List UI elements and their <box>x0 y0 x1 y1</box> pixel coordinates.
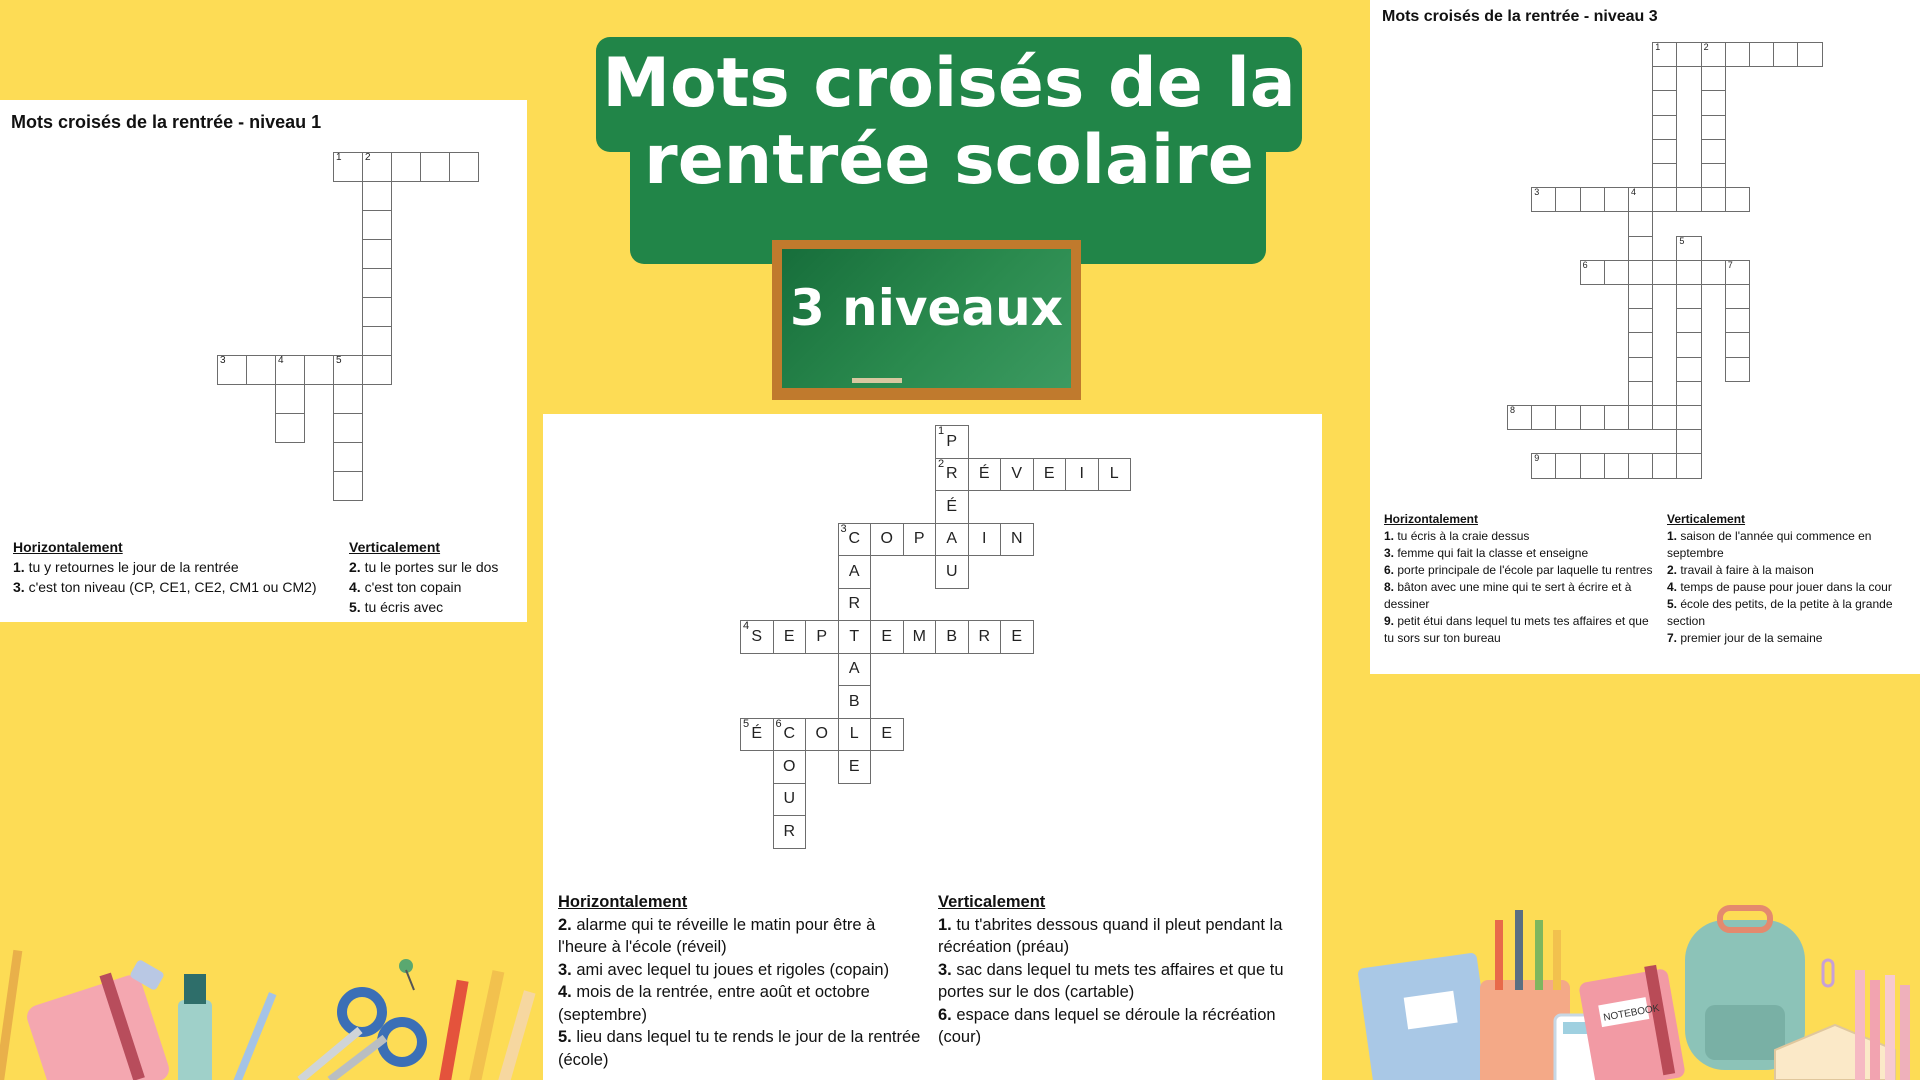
niveau2-cell[interactable] <box>805 620 839 654</box>
niveau1-panel <box>0 100 527 622</box>
niveau2-vertical-clue <box>938 1004 1318 1049</box>
niveau3-clue-number: 3 <box>1534 187 1540 198</box>
niveau2-letter: É <box>751 725 763 743</box>
niveau2-cell[interactable] <box>838 620 872 654</box>
niveau3-cell[interactable] <box>1652 453 1677 478</box>
chalkboard <box>772 240 1081 400</box>
niveau3-panel <box>1370 0 1920 674</box>
niveau3-cell[interactable] <box>1652 405 1677 430</box>
niveau2-letter: P <box>816 627 828 645</box>
niveau3-cell[interactable] <box>1652 90 1677 115</box>
niveau1-cell[interactable] <box>362 210 392 240</box>
niveau2-vertical-clue <box>938 914 1318 959</box>
niveau2-letter: O <box>880 530 893 548</box>
niveau3-horizontal-clue-text: porte principale de l'école par laquelle tu rentres <box>1394 563 1653 577</box>
notebook-icon <box>1578 965 1686 1080</box>
niveau1-vertical <box>349 537 529 617</box>
niveau3-cell[interactable] <box>1676 332 1701 357</box>
niveau2-clue-number: 6 <box>775 717 782 730</box>
niveau3-cell[interactable] <box>1531 405 1556 430</box>
niveau2-letter: E <box>881 725 893 743</box>
niveau3-cell[interactable] <box>1725 308 1750 333</box>
niveau3-cell[interactable] <box>1628 381 1653 406</box>
page-title <box>596 45 1302 199</box>
niveau2-cell[interactable] <box>838 555 872 589</box>
niveau2-cell[interactable] <box>870 523 904 557</box>
niveau2-vertical-clue-number: 6. <box>938 1005 952 1024</box>
niveau2-horizontal-clue <box>558 1026 928 1071</box>
niveau2-horizontal-clue-number: 3. <box>558 960 572 979</box>
niveau2-horizontal-clue <box>558 914 928 959</box>
niveau2-cell[interactable] <box>1000 523 1034 557</box>
niveau2-cell[interactable] <box>968 620 1002 654</box>
niveau2-horizontal-clue <box>558 981 928 1026</box>
niveau2-letter: S <box>751 627 763 645</box>
niveau3-horizontal-clue-text: bâton avec une mine qui te sert à écrire et à dessiner <box>1384 580 1632 611</box>
niveau3-vertical-clue <box>1667 630 1917 647</box>
niveau3-cell[interactable] <box>1676 284 1701 309</box>
niveau3-horizontal-clue-number: 8. <box>1384 580 1395 594</box>
niveau3-cell[interactable] <box>1676 308 1701 333</box>
niveau2-vertical-clue <box>938 959 1318 1004</box>
niveau3-cell[interactable] <box>1652 163 1677 188</box>
niveau1-horizontal-clue-number: 3. <box>13 579 25 595</box>
niveau3-clue-number: 9 <box>1534 453 1540 464</box>
niveau3-cell[interactable] <box>1604 453 1629 478</box>
niveau3-cell[interactable] <box>1725 357 1750 382</box>
niveau1-cell[interactable] <box>246 355 276 385</box>
niveau1-cell[interactable] <box>449 152 479 182</box>
niveau3-vertical-clue <box>1667 579 1917 596</box>
niveau3-cell[interactable] <box>1652 66 1677 91</box>
niveau3-horizontal-clue-text: petit étui dans lequel tu mets tes affaires et que tu sors sur ton bureau <box>1384 614 1649 645</box>
niveau3-cell[interactable] <box>1652 187 1677 212</box>
niveau3-cell[interactable] <box>1725 332 1750 357</box>
niveau2-vertical-clue-text: tu t'abrites dessous quand il pleut pendant la récréation (préau) <box>938 915 1283 956</box>
niveau2-horizontal-heading: Horizontalement <box>558 893 688 911</box>
niveau2-cell[interactable] <box>935 555 969 589</box>
scissors-icon <box>300 992 422 1080</box>
niveau1-horizontal-heading: Horizontalement <box>13 539 123 555</box>
niveau1-vertical-clue <box>349 597 529 617</box>
niveau2-horizontal <box>558 891 928 1071</box>
niveau3-vertical-clue-text: école des petits, de la petite à la grande section <box>1667 597 1893 628</box>
niveau1-cell[interactable] <box>333 355 363 385</box>
niveau2-horizontal-clue-number: 5. <box>558 1028 572 1046</box>
niveau3-cell[interactable] <box>1628 187 1653 212</box>
niveau3-cell[interactable] <box>1531 187 1556 212</box>
niveau3-horizontal-clue <box>1384 579 1658 613</box>
niveau1-cell[interactable] <box>333 471 363 501</box>
marker-icon <box>178 974 212 1080</box>
niveau3-cell[interactable] <box>1555 187 1580 212</box>
niveau1-cell[interactable] <box>420 152 450 182</box>
niveau3-horizontal-clue <box>1384 613 1658 647</box>
niveau2-letter: C <box>848 530 861 548</box>
niveau1-vertical-clue <box>349 557 529 577</box>
niveau2-letter: R <box>945 465 958 483</box>
niveau3-cell[interactable] <box>1701 163 1726 188</box>
niveau3-vertical-clue-text: temps de pause pour jouer dans la cour <box>1677 580 1892 594</box>
niveau2-horizontal-clue-number: 2. <box>558 915 572 934</box>
niveau2-cell[interactable] <box>935 523 969 557</box>
niveau1-cell[interactable] <box>333 152 363 182</box>
niveau3-cell[interactable] <box>1604 260 1629 285</box>
niveau2-letter: N <box>1010 530 1023 548</box>
niveau3-cell[interactable] <box>1628 260 1653 285</box>
niveau1-horizontal-clue <box>13 557 343 577</box>
pushpin-icon <box>399 959 414 990</box>
niveau2-letter: O <box>783 757 796 775</box>
niveau2-horizontal-clue <box>558 959 928 982</box>
niveau3-horizontal-clue <box>1384 545 1658 562</box>
niveau2-letter: T <box>849 627 860 645</box>
niveau2-cell[interactable] <box>870 718 904 752</box>
niveau2-cell[interactable] <box>1065 458 1099 492</box>
niveau2-cell[interactable] <box>935 425 969 459</box>
niveau3-vertical-clue-number: 5. <box>1667 597 1678 611</box>
niveau3-clue-number: 5 <box>1679 235 1685 246</box>
niveau3-vertical-clue-text: saison de l'année qui commence en septembre <box>1667 529 1872 560</box>
niveau2-horizontal-clue-text: ami avec lequel tu joues et rigoles (copain) <box>571 960 890 979</box>
niveau1-vertical-clue <box>349 577 529 597</box>
niveau3-cell[interactable] <box>1701 260 1726 285</box>
niveau3-horizontal <box>1384 511 1658 647</box>
niveau1-cell[interactable] <box>333 442 363 472</box>
niveau2-letter: E <box>881 627 893 645</box>
niveau3-cell[interactable] <box>1676 405 1701 430</box>
niveau3-clue-number: 6 <box>1582 259 1588 270</box>
niveau2-cell[interactable] <box>838 750 872 784</box>
niveau2-vertical-heading: Verticalement <box>938 893 1046 911</box>
niveau3-vertical-clue-number: 4. <box>1667 580 1678 594</box>
niveau3-cell[interactable] <box>1725 284 1750 309</box>
niveau2-letter: B <box>946 627 958 645</box>
niveau2-letter: I <box>982 530 987 548</box>
niveau1-cell[interactable] <box>275 413 305 443</box>
niveau2-panel <box>543 414 1322 1080</box>
niveau2-cell[interactable] <box>838 523 872 557</box>
niveau1-horizontal-clue-text: tu y retournes le jour de la rentrée <box>24 559 239 575</box>
niveau3-cell[interactable] <box>1555 453 1580 478</box>
niveau2-cell[interactable] <box>773 620 807 654</box>
niveau3-cell[interactable] <box>1580 405 1605 430</box>
niveau3-cell[interactable] <box>1628 211 1653 236</box>
niveau3-clue-number: 2 <box>1703 42 1709 52</box>
niveau3-cell[interactable] <box>1507 405 1532 430</box>
niveau2-horizontal-clue-text: alarme qui te réveille le matin pour être à l'heure à l'école (réveil) <box>558 915 876 956</box>
niveau3-cell[interactable] <box>1676 381 1701 406</box>
niveau2-letter: A <box>848 660 860 678</box>
school-supplies-right-decoration <box>1355 900 1920 1080</box>
niveau2-letter: A <box>946 530 958 548</box>
niveau3-cell[interactable] <box>1676 357 1701 382</box>
niveau2-letter: E <box>1011 627 1023 645</box>
niveau3-cell[interactable] <box>1701 42 1726 67</box>
niveau3-cell[interactable] <box>1676 187 1701 212</box>
niveau1-horizontal-clue-text: c'est ton niveau (CP, CE1, CE2, CM1 ou CM2) <box>24 579 317 595</box>
niveau3-horizontal-clue-number: 3. <box>1384 546 1395 560</box>
title-line-2: rentrée scolaire <box>644 121 1254 200</box>
niveau2-cell[interactable] <box>1098 458 1132 492</box>
niveau2-cell[interactable] <box>838 653 872 687</box>
niveau1-vertical-clue-number: 5. <box>349 599 361 615</box>
niveau1-clue-number: 1 <box>336 152 342 163</box>
niveau3-cell[interactable] <box>1628 405 1653 430</box>
niveau1-vertical-clue-number: 4. <box>349 579 361 595</box>
niveau3-cell[interactable] <box>1628 357 1653 382</box>
niveau2-letter: V <box>1011 465 1023 483</box>
niveau3-cell[interactable] <box>1676 260 1701 285</box>
niveau1-cell[interactable] <box>362 355 392 385</box>
niveau3-cell[interactable] <box>1531 453 1556 478</box>
niveau3-clue-number: 7 <box>1727 259 1733 270</box>
niveau3-vertical-clue-text: travail à faire à la maison <box>1677 563 1814 577</box>
niveau3-cell[interactable] <box>1676 453 1701 478</box>
niveau1-cell[interactable] <box>362 268 392 298</box>
niveau3-cell[interactable] <box>1628 332 1653 357</box>
niveau2-letter: P <box>946 432 958 450</box>
niveau1-cell[interactable] <box>362 326 392 356</box>
niveau2-horizontal-clue-number: 4. <box>558 983 572 1001</box>
niveau1-cell[interactable] <box>362 239 392 269</box>
niveau1-vertical-clue-text: c'est ton copain <box>360 579 462 595</box>
niveau2-cell[interactable] <box>935 458 969 492</box>
niveau3-cell[interactable] <box>1580 260 1605 285</box>
niveau3-cell[interactable] <box>1725 260 1750 285</box>
spiral-notebook-icon <box>1357 952 1494 1080</box>
niveau2-cell[interactable] <box>903 620 937 654</box>
pencil-icon <box>0 950 22 1080</box>
niveau3-cell[interactable] <box>1604 187 1629 212</box>
niveau2-clue-number: 5 <box>743 717 750 730</box>
niveau3-cell[interactable] <box>1628 453 1653 478</box>
niveau3-cell[interactable] <box>1797 42 1822 67</box>
subtitle: 3 niveaux <box>789 279 1064 337</box>
niveau2-horizontal-clue-text: mois de la rentrée, entre août et octobre (septembre) <box>558 983 870 1024</box>
niveau1-cell[interactable] <box>217 355 247 385</box>
niveau3-cell[interactable] <box>1749 42 1774 67</box>
niveau3-cell[interactable] <box>1701 139 1726 164</box>
niveau2-clue-number: 2 <box>938 457 945 470</box>
niveau2-letter: B <box>848 692 860 710</box>
niveau2-cell[interactable] <box>773 783 807 817</box>
niveau2-cell[interactable] <box>968 523 1002 557</box>
niveau3-cell[interactable] <box>1652 115 1677 140</box>
niveau2-cell[interactable] <box>903 523 937 557</box>
niveau3-title: Mots croisés de la rentrée - niveau 3 <box>1382 8 1658 25</box>
niveau3-cell[interactable] <box>1701 115 1726 140</box>
niveau3-vertical-clue-text: premier jour de la semaine <box>1677 631 1823 645</box>
niveau1-cell[interactable] <box>333 384 363 414</box>
chalk-eraser-icon <box>852 378 902 383</box>
niveau1-cell[interactable] <box>362 297 392 327</box>
niveau2-letter: M <box>912 627 926 645</box>
niveau3-cell[interactable] <box>1701 90 1726 115</box>
niveau2-letter: C <box>783 725 796 743</box>
niveau1-cell[interactable] <box>304 355 334 385</box>
niveau3-vertical-clue-number: 2. <box>1667 563 1678 577</box>
niveau2-cell[interactable] <box>740 718 774 752</box>
niveau2-cell[interactable] <box>1000 620 1034 654</box>
niveau2-clue-number: 3 <box>840 522 847 535</box>
niveau3-clue-number: 1 <box>1655 42 1661 52</box>
niveau3-clue-number: 4 <box>1631 187 1637 198</box>
niveau3-vertical-clue-number: 7. <box>1667 631 1678 645</box>
niveau2-cell[interactable] <box>773 750 807 784</box>
notebook-icon <box>24 972 172 1080</box>
niveau3-vertical <box>1667 511 1917 647</box>
niveau2-vertical-clue-number: 3. <box>938 960 952 979</box>
niveau3-cell[interactable] <box>1701 66 1726 91</box>
niveau1-clue-number: 4 <box>278 355 284 366</box>
niveau3-vertical-heading: Verticalement <box>1667 512 1746 526</box>
niveau3-clue-number: 8 <box>1510 405 1516 415</box>
niveau3-horizontal-heading: Horizontalement <box>1384 512 1479 526</box>
niveau3-cell[interactable] <box>1652 42 1677 67</box>
niveau2-letter: E <box>783 627 795 645</box>
niveau1-cell[interactable] <box>333 413 363 443</box>
niveau1-cell[interactable] <box>362 181 392 211</box>
niveau3-cell[interactable] <box>1652 139 1677 164</box>
niveau2-vertical-clue-text: espace dans lequel se déroule la récréation (cour) <box>938 1005 1276 1046</box>
niveau3-horizontal-clue-number: 1. <box>1384 529 1395 543</box>
niveau3-cell[interactable] <box>1773 42 1798 67</box>
niveau2-horizontal-clue-text: lieu dans lequel tu te rends le jour de la rentrée (école) <box>558 1028 921 1069</box>
niveau2-vertical <box>938 891 1318 1049</box>
niveau3-horizontal-clue <box>1384 562 1658 579</box>
niveau3-cell[interactable] <box>1676 429 1701 454</box>
paperclip-icon <box>1823 960 1833 986</box>
niveau1-vertical-clue-number: 2. <box>349 559 361 575</box>
niveau3-cell[interactable] <box>1676 42 1701 67</box>
niveau3-cell[interactable] <box>1604 405 1629 430</box>
niveau3-cell[interactable] <box>1555 405 1580 430</box>
niveau2-letter: É <box>978 465 990 483</box>
niveau2-cell[interactable] <box>968 458 1002 492</box>
niveau2-letter: P <box>913 530 925 548</box>
niveau2-cell[interactable] <box>773 815 807 849</box>
niveau1-cell[interactable] <box>275 355 305 385</box>
niveau2-cell[interactable] <box>1000 458 1034 492</box>
niveau2-letter: E <box>848 757 860 775</box>
niveau3-horizontal-clue <box>1384 528 1658 545</box>
title-line-1: Mots croisés de la <box>602 44 1296 123</box>
niveau3-cell[interactable] <box>1676 236 1701 261</box>
niveau3-horizontal-clue-number: 6. <box>1384 563 1395 577</box>
niveau3-horizontal-clue-text: femme qui fait la classe et enseigne <box>1394 546 1589 560</box>
niveau2-cell[interactable] <box>740 620 774 654</box>
niveau2-letter: O <box>815 725 828 743</box>
niveau2-cell[interactable] <box>935 620 969 654</box>
niveau1-vertical-clue-text: tu écris avec <box>360 599 444 615</box>
niveau1-horizontal-clue-number: 1. <box>13 559 25 575</box>
niveau2-letter: U <box>945 562 958 580</box>
school-supplies-left-decoration <box>0 930 543 1080</box>
niveau2-cell[interactable] <box>838 718 872 752</box>
niveau1-clue-number: 3 <box>220 355 226 366</box>
niveau3-cell[interactable] <box>1701 187 1726 212</box>
niveau1-horizontal-clue <box>13 577 343 597</box>
niveau2-letter: R <box>848 595 861 613</box>
niveau2-clue-number: 4 <box>743 620 750 632</box>
niveau1-cell[interactable] <box>362 152 392 182</box>
niveau2-cell[interactable] <box>838 685 872 719</box>
niveau3-cell[interactable] <box>1725 42 1750 67</box>
niveau1-cell[interactable] <box>275 384 305 414</box>
niveau2-cell[interactable] <box>838 588 872 622</box>
niveau1-title: Mots croisés de la rentrée - niveau 1 <box>11 112 322 132</box>
niveau2-letter: R <box>978 627 991 645</box>
niveau3-vertical-clue-number: 1. <box>1667 529 1678 543</box>
niveau2-letter: A <box>848 562 860 580</box>
niveau3-vertical-clue <box>1667 528 1917 562</box>
niveau3-cell[interactable] <box>1580 187 1605 212</box>
niveau1-vertical-clue-text: tu le portes sur le dos <box>360 559 499 575</box>
niveau1-clue-number: 5 <box>336 355 342 366</box>
niveau1-cell[interactable] <box>391 152 421 182</box>
niveau2-letter: L <box>849 725 859 743</box>
niveau2-letter: I <box>1079 465 1084 483</box>
niveau2-clue-number: 1 <box>938 425 945 437</box>
niveau2-letter: É <box>946 497 958 515</box>
niveau3-cell[interactable] <box>1725 187 1750 212</box>
niveau3-cell[interactable] <box>1628 236 1653 261</box>
niveau2-cell[interactable] <box>1033 458 1067 492</box>
title-banner <box>596 37 1302 227</box>
niveau3-cell[interactable] <box>1580 453 1605 478</box>
niveau3-vertical-clue <box>1667 562 1917 579</box>
niveau1-horizontal <box>13 537 343 597</box>
niveau2-cell[interactable] <box>773 718 807 752</box>
niveau2-letter: U <box>783 790 796 808</box>
niveau3-horizontal-clue-text: tu écris à la craie dessus <box>1394 529 1530 543</box>
pen-icon <box>232 970 536 1080</box>
niveau3-cell[interactable] <box>1628 308 1653 333</box>
niveau2-cell[interactable] <box>935 490 969 524</box>
niveau2-letter: R <box>783 822 796 840</box>
niveau3-vertical-clue <box>1667 596 1917 630</box>
niveau2-vertical-clue-text: sac dans lequel tu mets tes affaires et que tu portes sur le dos (cartable) <box>938 960 1284 1001</box>
notebook-label: NOTEBOOK <box>1602 1003 1661 1024</box>
niveau3-horizontal-clue-number: 9. <box>1384 614 1395 628</box>
niveau2-cell[interactable] <box>805 718 839 752</box>
niveau1-vertical-heading: Verticalement <box>349 539 441 555</box>
niveau2-vertical-clue-number: 1. <box>938 915 952 934</box>
niveau2-letter: L <box>1109 465 1119 483</box>
niveau2-cell[interactable] <box>870 620 904 654</box>
niveau2-letter: E <box>1043 465 1055 483</box>
niveau3-cell[interactable] <box>1652 260 1677 285</box>
niveau3-cell[interactable] <box>1628 284 1653 309</box>
niveau1-clue-number: 2 <box>365 152 371 163</box>
